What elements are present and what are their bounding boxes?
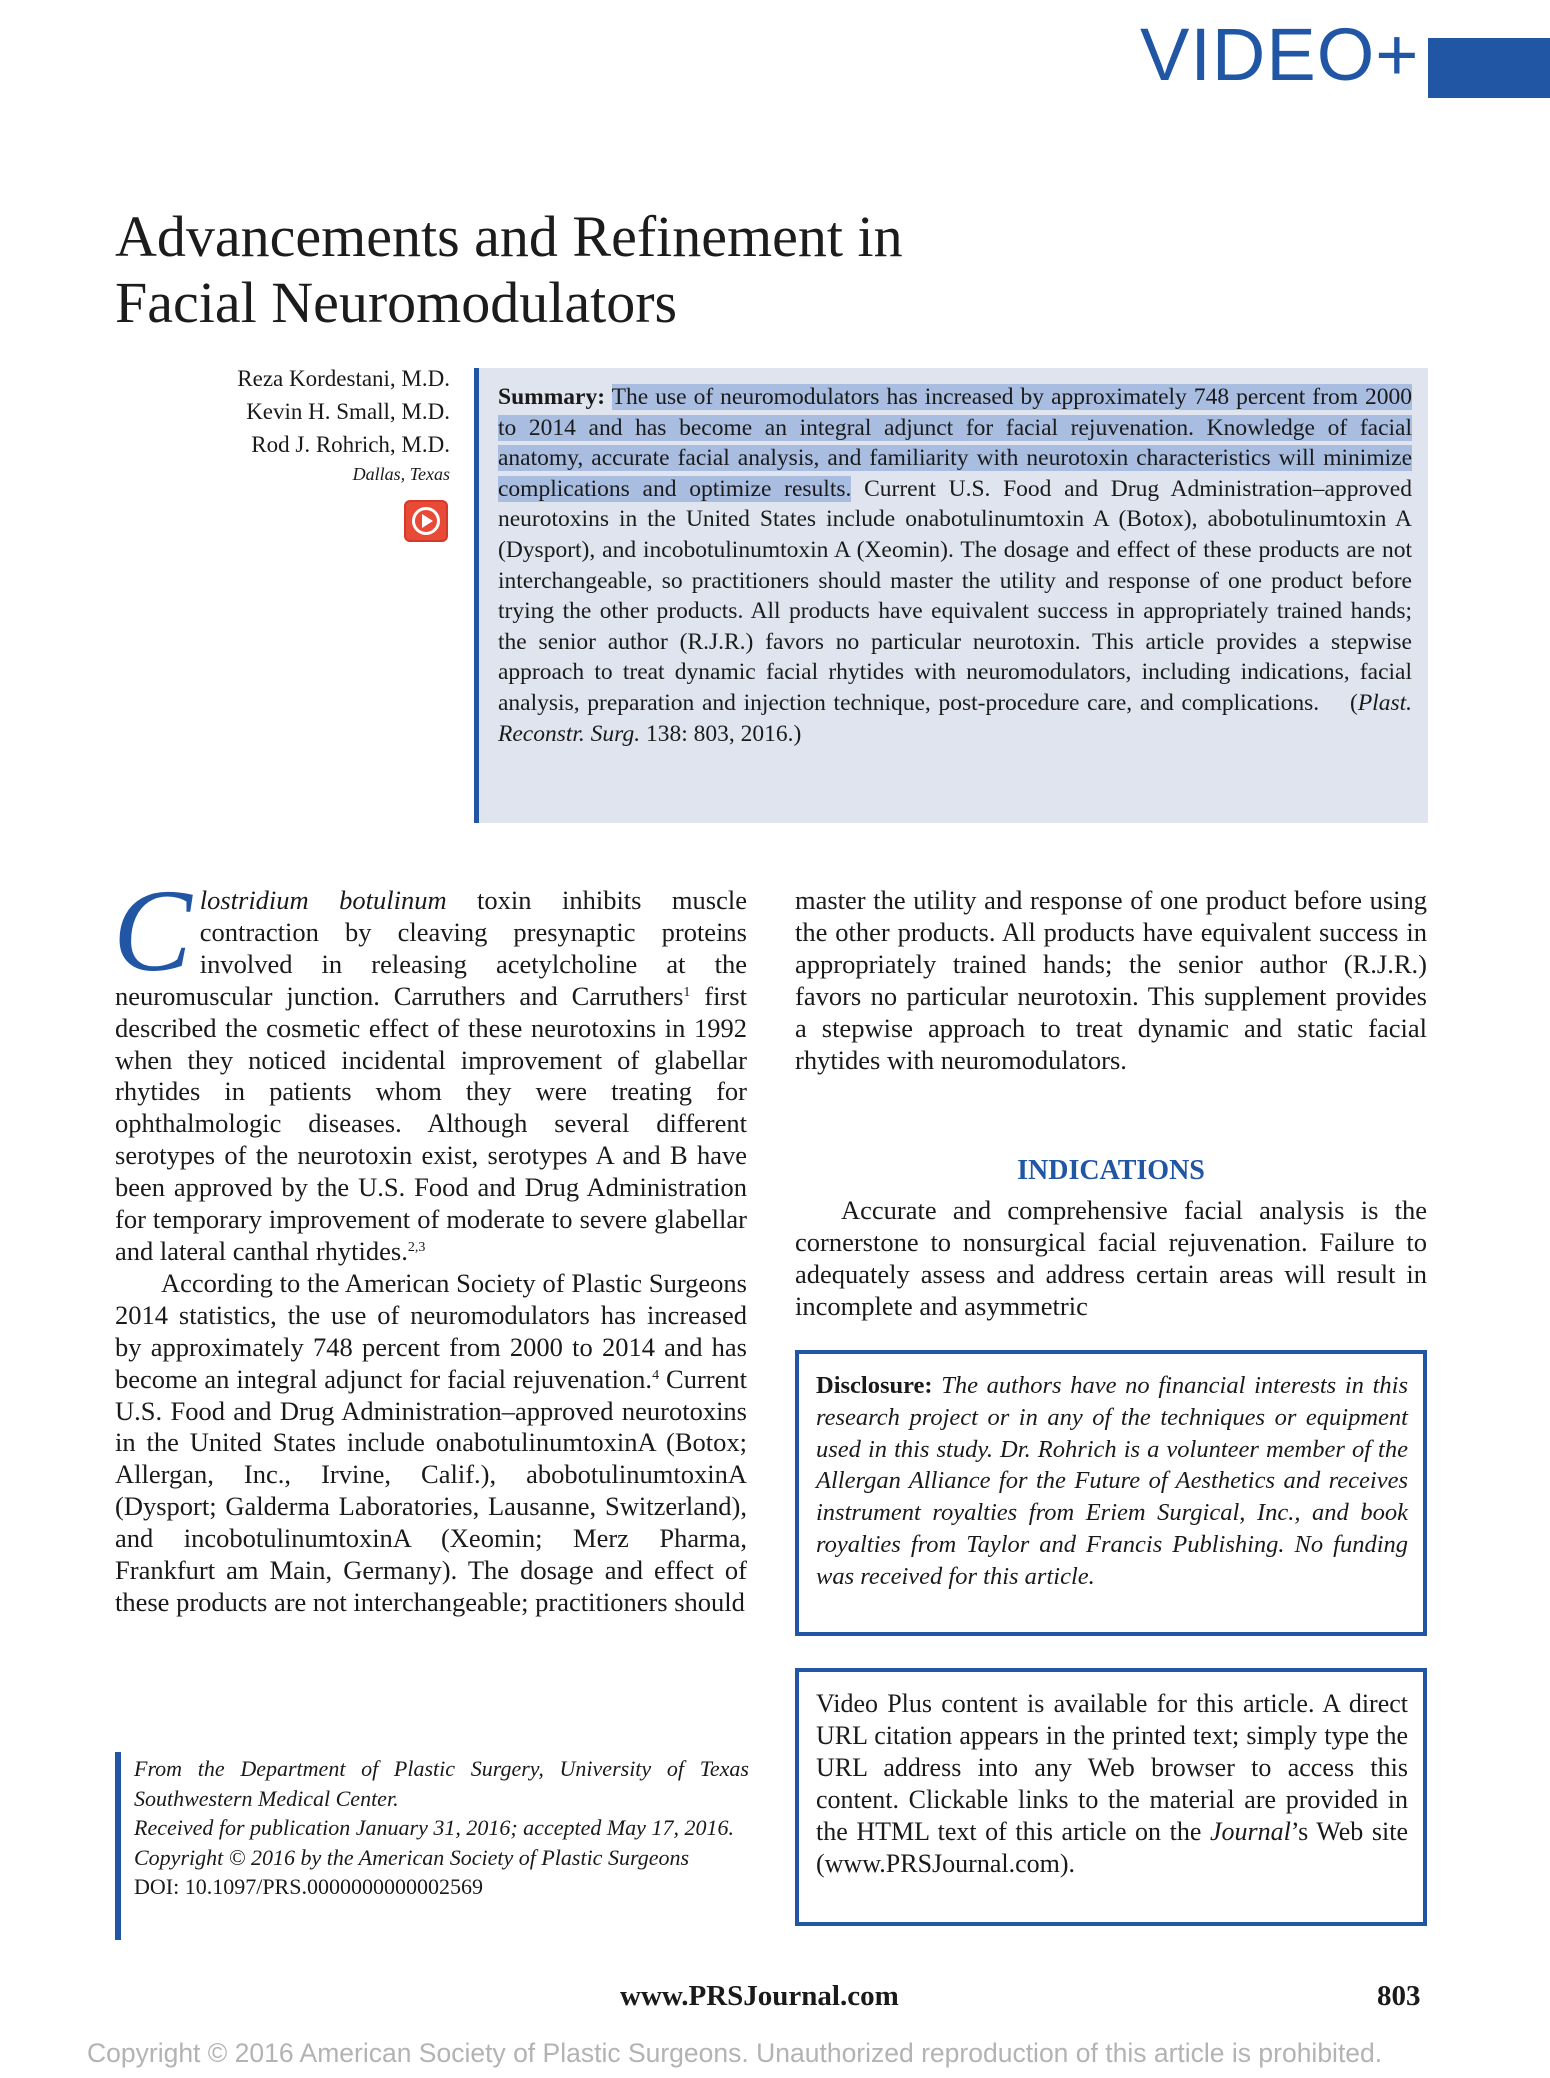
doi-link[interactable]: DOI: 10.1097/PRS.0000000000002569 (134, 1874, 483, 1899)
section-heading: INDICATIONS (1017, 1155, 1205, 1186)
title-line-2: Facial Neuromodulators (115, 270, 678, 335)
journal-website[interactable]: www.PRSJournal.com (620, 1980, 899, 2012)
footnote-bar (115, 1752, 121, 1940)
video-plus-link-text[interactable]: ’s Web site (www.PRSJournal.com). (816, 1817, 1408, 1878)
brand-bar (1428, 38, 1550, 98)
species-name: lostridium botulinum (199, 885, 447, 915)
received-note: Received for publication January 31, 2016; accepted May 17, 2016. (134, 1815, 734, 1840)
author-name: Rod J. Rohrich, M.D. (251, 432, 450, 457)
reference-superscript[interactable]: 2,3 (407, 1239, 426, 1255)
reference-superscript[interactable]: 4 (652, 1367, 660, 1383)
article-title (115, 204, 1115, 336)
citation-rest: 138: 803, 2016.) (640, 720, 802, 747)
body-paragraph (113, 865, 747, 1268)
body-column-right (795, 885, 1427, 1076)
video-plus-body: Video Plus content is available for this article. A direct URL citation appears in the printed text; simply type the URL address into any Web browser to access this content. Clickable links to the material are provided in the HTML text of this article on the (816, 1689, 1408, 1846)
author-name: Reza Kordestani, M.D. (237, 366, 450, 391)
disclosure-label: Disclosure: (816, 1372, 933, 1399)
body-text: first described the cosmetic effect of these neurotoxins in 1992 when they noticed incidental improvement of glabellar rhytides in patients whom they were treating for ophthalmologic diseases. Although several different serotypes of the neurotoxin exist, serotypes A and B have been approved by the U.S. Food and Drug Administration for temporary improvement of moderate to severe glabellar and lateral canthal rhytides. (115, 980, 747, 1266)
copyright-note: Copyright © 2016 by the American Society of Plastic Surgeons (134, 1844, 690, 1870)
body-text: toxin inhibits muscle contraction by cleaving presynaptic proteins involved in releasing acetylcholine at the neuromuscular junction. Carruthers and Carruthers (115, 885, 747, 1011)
affiliation-note: From the Department of Plastic Surgery, University of Texas Southwestern Medical Center. (134, 1756, 749, 1811)
summary-label: Summary: (498, 384, 606, 410)
drop-cap: C (113, 865, 192, 996)
title-line-1: Advancements and Refinement in (115, 204, 903, 269)
body-text: According to the American Society of Plastic Surgeons 2014 statistics, the use of neuromodulators has increased by approximately 748 percent from 2000 to 2014 and has become an integral adjunct for facial rejuvenation. (115, 1267, 747, 1394)
footnote-block (134, 1754, 749, 1902)
author-list (90, 362, 450, 487)
reference-superscript[interactable]: 1 (683, 984, 691, 1000)
copyright-notice: Copyright © 2016 American Society of Plastic Surgeons. Unauthorized reproduction of this article is prohibited. (87, 2038, 1383, 2068)
summary-highlighted-text[interactable]: The use of neuromodulators has increased by approximately 748 percent from 2000 to 2014 and has become an integral adjunct for facial rejuvenation. Knowledge of facial anatomy, accurate facial analysis, and familiarity with neurotoxin characteristics will minimize complications and optimize results. (498, 384, 1412, 502)
body-paragraph (115, 1268, 747, 1619)
disclosure-text (816, 1370, 1408, 1593)
disclosure-body: The authors have no financial interests in this research project or in any of the techniques or equipment used in this study. Dr. Rohrich is a volunteer member of the Allergan Alliance for the Future of Aesthetics and receives instrument royalties from Eriem Surgical, Inc., and book royalties from Taylor and Francis Publishing. No funding was received for this article. (816, 1372, 1408, 1590)
author-location: Dallas, Texas (352, 464, 450, 484)
page-number: 803 (1377, 1980, 1421, 2012)
body-paragraph: master the utility and response of one product before using the other products. All products have equivalent success in appropriately trained hands; the senior author (R.J.R.) favors no particular neurotoxin. This supplement provides a stepwise approach to treat dynamic and static facial rhytides with neuromodulators. (795, 885, 1427, 1075)
summary-body: Current U.S. Food and Drug Administration–approved neurotoxins in the United States include onabotulinumtoxin A (Botox), abobotulinumtoxin A (Dysport), and incobotulinumtoxin A (Xeomin). The dosage and effect of these products are not interchangeable, so practitioners should master the utility and response of one product before trying the other products. All products have equivalent success in appropriately trained hands; the senior author (R.J.R.) favors no particular neurotoxin. This article provides a stepwise approach to treat dynamic facial rhytides with neuromodulators, including indications, facial analysis, preparation and injection technique, post-procedure care, and complications. (498, 475, 1412, 716)
body-text: Current U.S. Food and Drug Administration–approved neurotoxins in the United States include onabotulinumtoxinA (Botox; Allergan, Inc., Irvine, Calif.), abobotulinumtoxinA (Dysport; Galderma Laboratories, Lausanne, Switzerland), and incobotulinumtoxinA (Xeomin; Merz Pharma, Frankfurt am Main, Germany). The dosage and effect of these products are not interchangeable; practitioners should (115, 1363, 747, 1617)
play-video-icon[interactable] (404, 500, 448, 542)
summary-text (498, 382, 1412, 749)
video-plus-text (816, 1688, 1408, 1880)
citation-journal: Plast. Reconstr. Surg. (498, 689, 1412, 747)
author-name: Kevin H. Small, M.D. (246, 399, 450, 424)
body-column-right-continued (795, 1195, 1427, 1323)
journal-name: Journal (1209, 1817, 1291, 1846)
play-triangle-icon (422, 514, 433, 528)
citation-open: ( (1349, 689, 1358, 716)
body-paragraph: Accurate and comprehensive facial analysis is the cornerstone to nonsurgical facial rejuvenation. Failure to adequately assess and address certain areas will result in incomplete and asymmetric (795, 1195, 1427, 1321)
video-plus-logo: VIDEO+ (1140, 13, 1420, 96)
body-column-left (113, 865, 747, 1619)
